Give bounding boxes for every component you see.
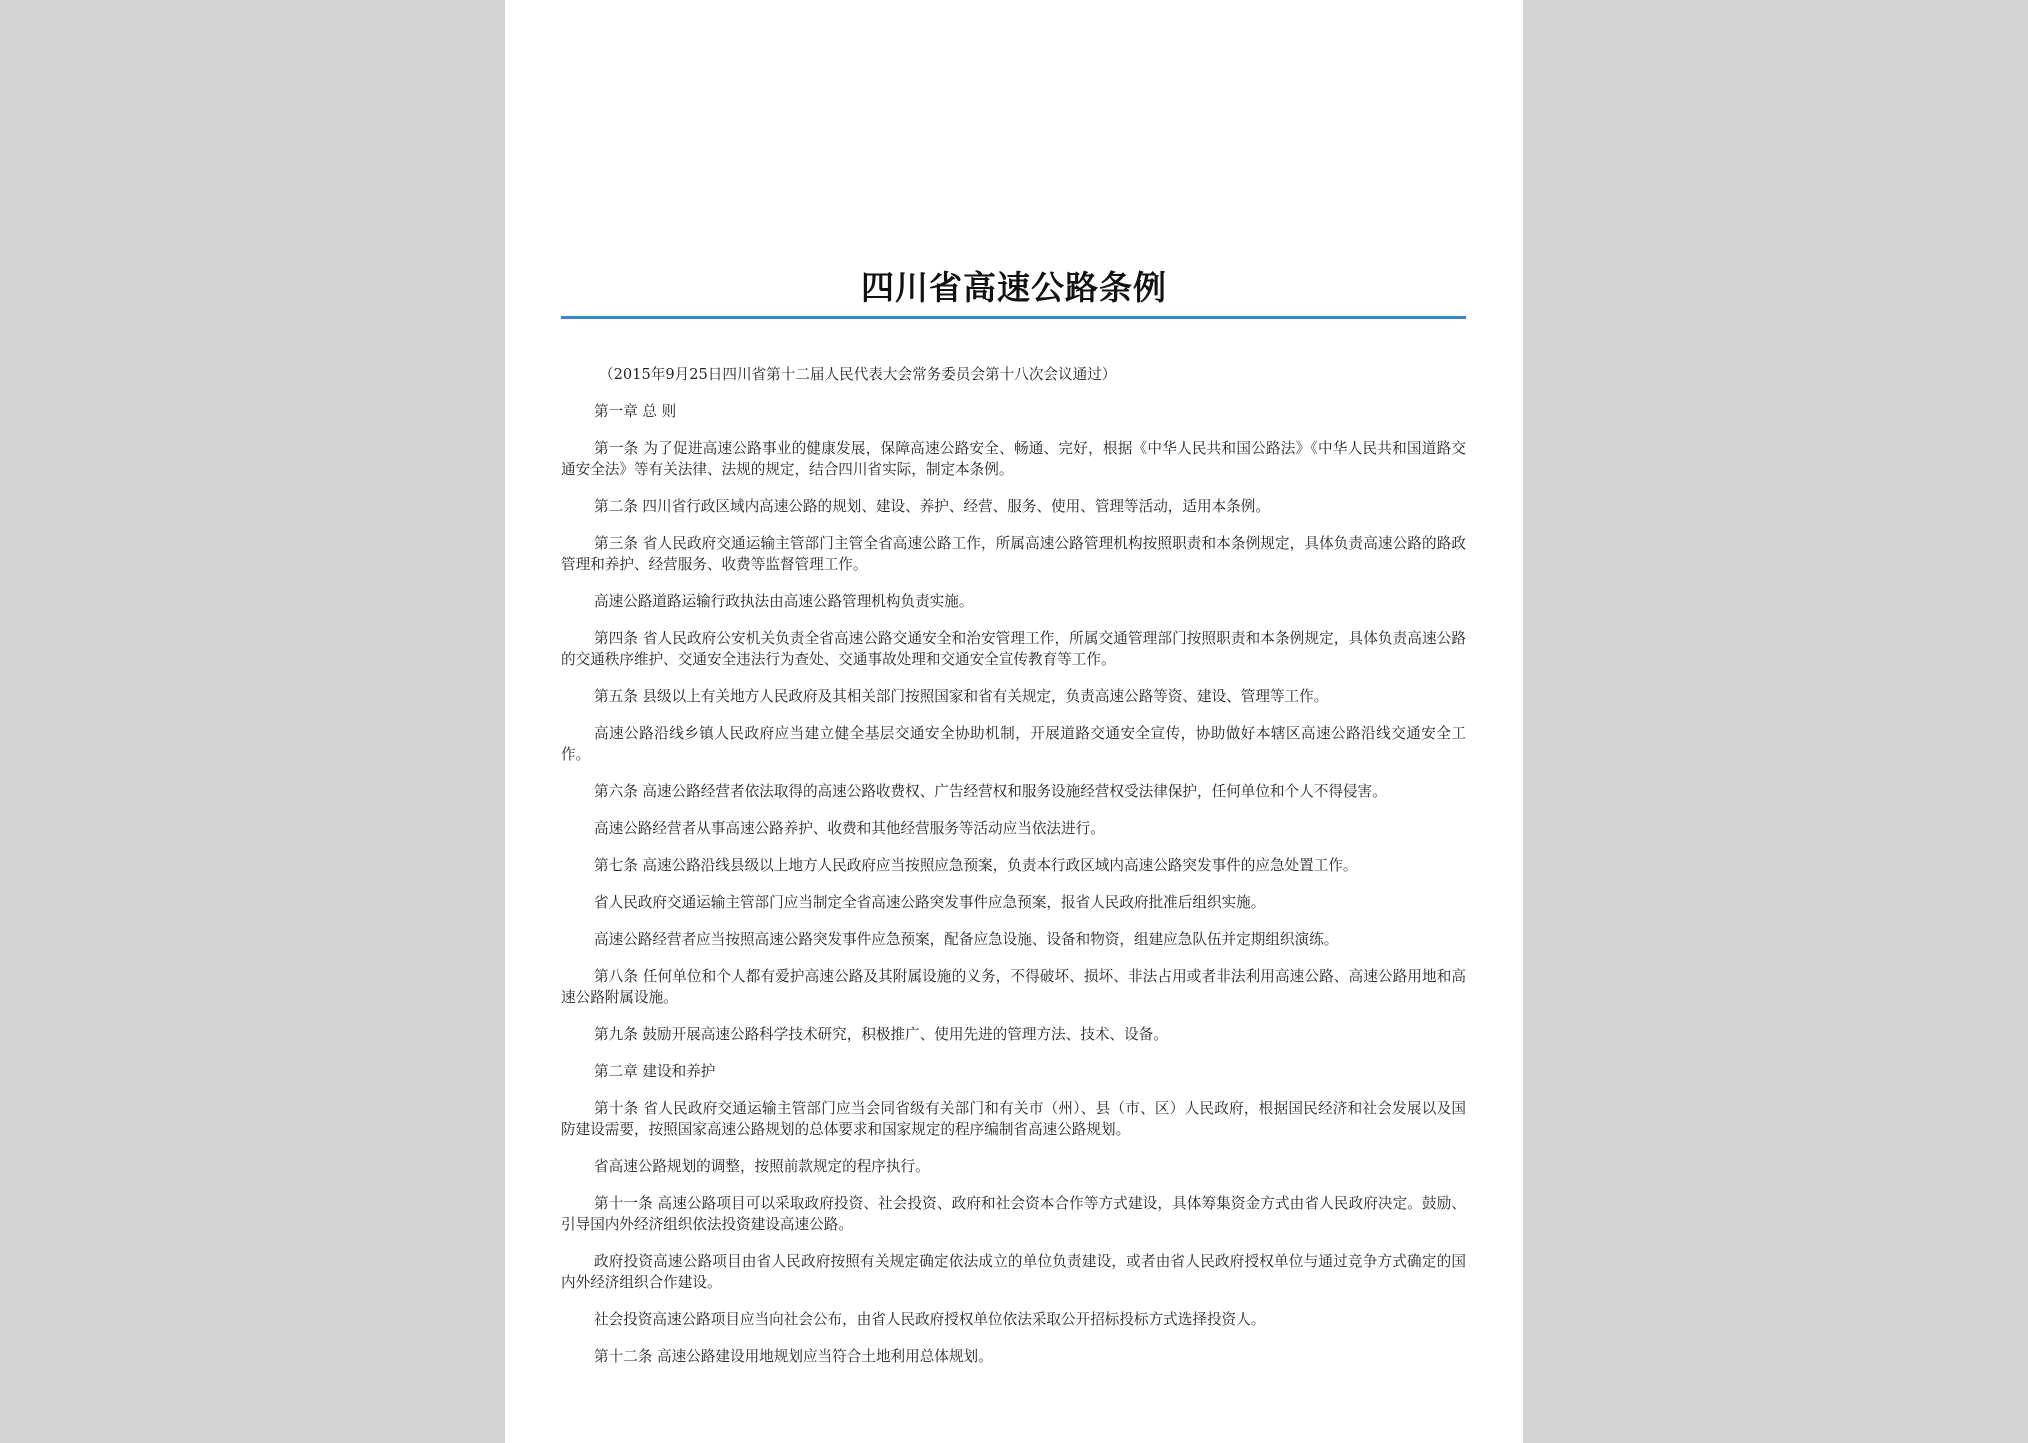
- document-body: [561, 364, 1466, 1383]
- article-paragraph: 第四条 省人民政府公安机关负责全省高速公路交通安全和治安管理工作，所属交通管理部门按照职责和本条例规定，具体负责高速公路的交通秩序维护、交通安全违法行为查处、交通事故处理和交通安全宣传教育等工作。: [561, 630, 1466, 668]
- article-paragraph: 省高速公路规划的调整，按照前款规定的程序执行。: [594, 1158, 930, 1175]
- article-paragraph: 政府投资高速公路项目由省人民政府按照有关规定确定依法成立的单位负责建设，或者由省人民政府授权单位与通过竞争方式确定的国内外经济组织合作建设。: [561, 1253, 1466, 1291]
- article-paragraph: 高速公路道路运输行政执法由高速公路管理机构负责实施。: [594, 593, 974, 610]
- article-paragraph: 第八条 任何单位和个人都有爱护高速公路及其附属设施的义务，不得破坏、损坏、非法占用或者非法利用高速公路、高速公路用地和高速公路附属设施。: [561, 968, 1466, 1006]
- article-paragraph: 第十一条 高速公路项目可以采取政府投资、社会投资、政府和社会资本合作等方式建设，具体筹集资金方式由省人民政府决定。鼓励、引导国内外经济组织依法投资建设高速公路。: [561, 1195, 1466, 1233]
- document-page: [505, 0, 1523, 1443]
- article-paragraph: 第三条 省人民政府交通运输主管部门主管全省高速公路工作，所属高速公路管理机构按照职责和本条例规定，具体负责高速公路的路政管理和养护、经营服务、收费等监督管理工作。: [561, 535, 1466, 573]
- article-paragraph: 省人民政府交通运输主管部门应当制定全省高速公路突发事件应急预案，报省人民政府批准后组织实施。: [594, 894, 1266, 911]
- article-paragraph: 第二条 四川省行政区域内高速公路的规划、建设、养护、经营、服务、使用、管理等活动，适用本条例。: [594, 498, 1270, 515]
- adoption-note: （2015年9月25日四川省第十二届人民代表大会常务委员会第十八次会议通过）: [599, 366, 1117, 383]
- article-paragraph: 高速公路沿线乡镇人民政府应当建立健全基层交通安全协助机制，开展道路交通安全宣传，协助做好本辖区高速公路沿线交通安全工作。: [561, 725, 1466, 763]
- article-paragraph: 第十条 省人民政府交通运输主管部门应当会同省级有关部门和有关市（州）、县（市、区）人民政府，根据国民经济和社会发展以及国防建设需要，按照国家高速公路规划的总体要求和国家规定的程序编制省高速公路规划。: [561, 1100, 1466, 1138]
- document-title: 四川省高速公路条例: [861, 268, 1167, 307]
- chapter-heading: 第二章 建设和养护: [594, 1063, 716, 1080]
- article-paragraph: 第五条 县级以上有关地方人民政府及其相关部门按照国家和省有关规定，负责高速公路等资、建设、管理等工作。: [594, 688, 1329, 705]
- article-paragraph: 社会投资高速公路项目应当向社会公布，由省人民政府授权单位依法采取公开招标投标方式选择投资人。: [594, 1311, 1266, 1328]
- article-paragraph: 高速公路经营者从事高速公路养护、收费和其他经营服务等活动应当依法进行。: [594, 820, 1105, 837]
- chapter-heading: 第一章 总 则: [594, 403, 677, 420]
- article-paragraph: 第九条 鼓励开展高速公路科学技术研究，积极推广、使用先进的管理方法、技术、设备。: [594, 1026, 1168, 1043]
- title-underline: [561, 316, 1466, 319]
- article-paragraph: 第七条 高速公路沿线县级以上地方人民政府应当按照应急预案，负责本行政区域内高速公路突发事件的应急处置工作。: [594, 857, 1358, 874]
- article-paragraph: 第一条 为了促进高速公路事业的健康发展，保障高速公路安全、畅通、完好，根据《中华人民共和国公路法》《中华人民共和国道路交通安全法》等有关法律、法规的规定，结合四川省实际，制定本条例。: [561, 440, 1466, 478]
- article-paragraph: 高速公路经营者应当按照高速公路突发事件应急预案，配备应急设施、设备和物资，组建应急队伍并定期组织演练。: [594, 931, 1339, 948]
- article-paragraph: 第六条 高速公路经营者依法取得的高速公路收费权、广告经营权和服务设施经营权受法律保护，任何单位和个人不得侵害。: [594, 783, 1387, 800]
- article-paragraph: 第十二条 高速公路建设用地规划应当符合土地利用总体规划。: [594, 1348, 993, 1365]
